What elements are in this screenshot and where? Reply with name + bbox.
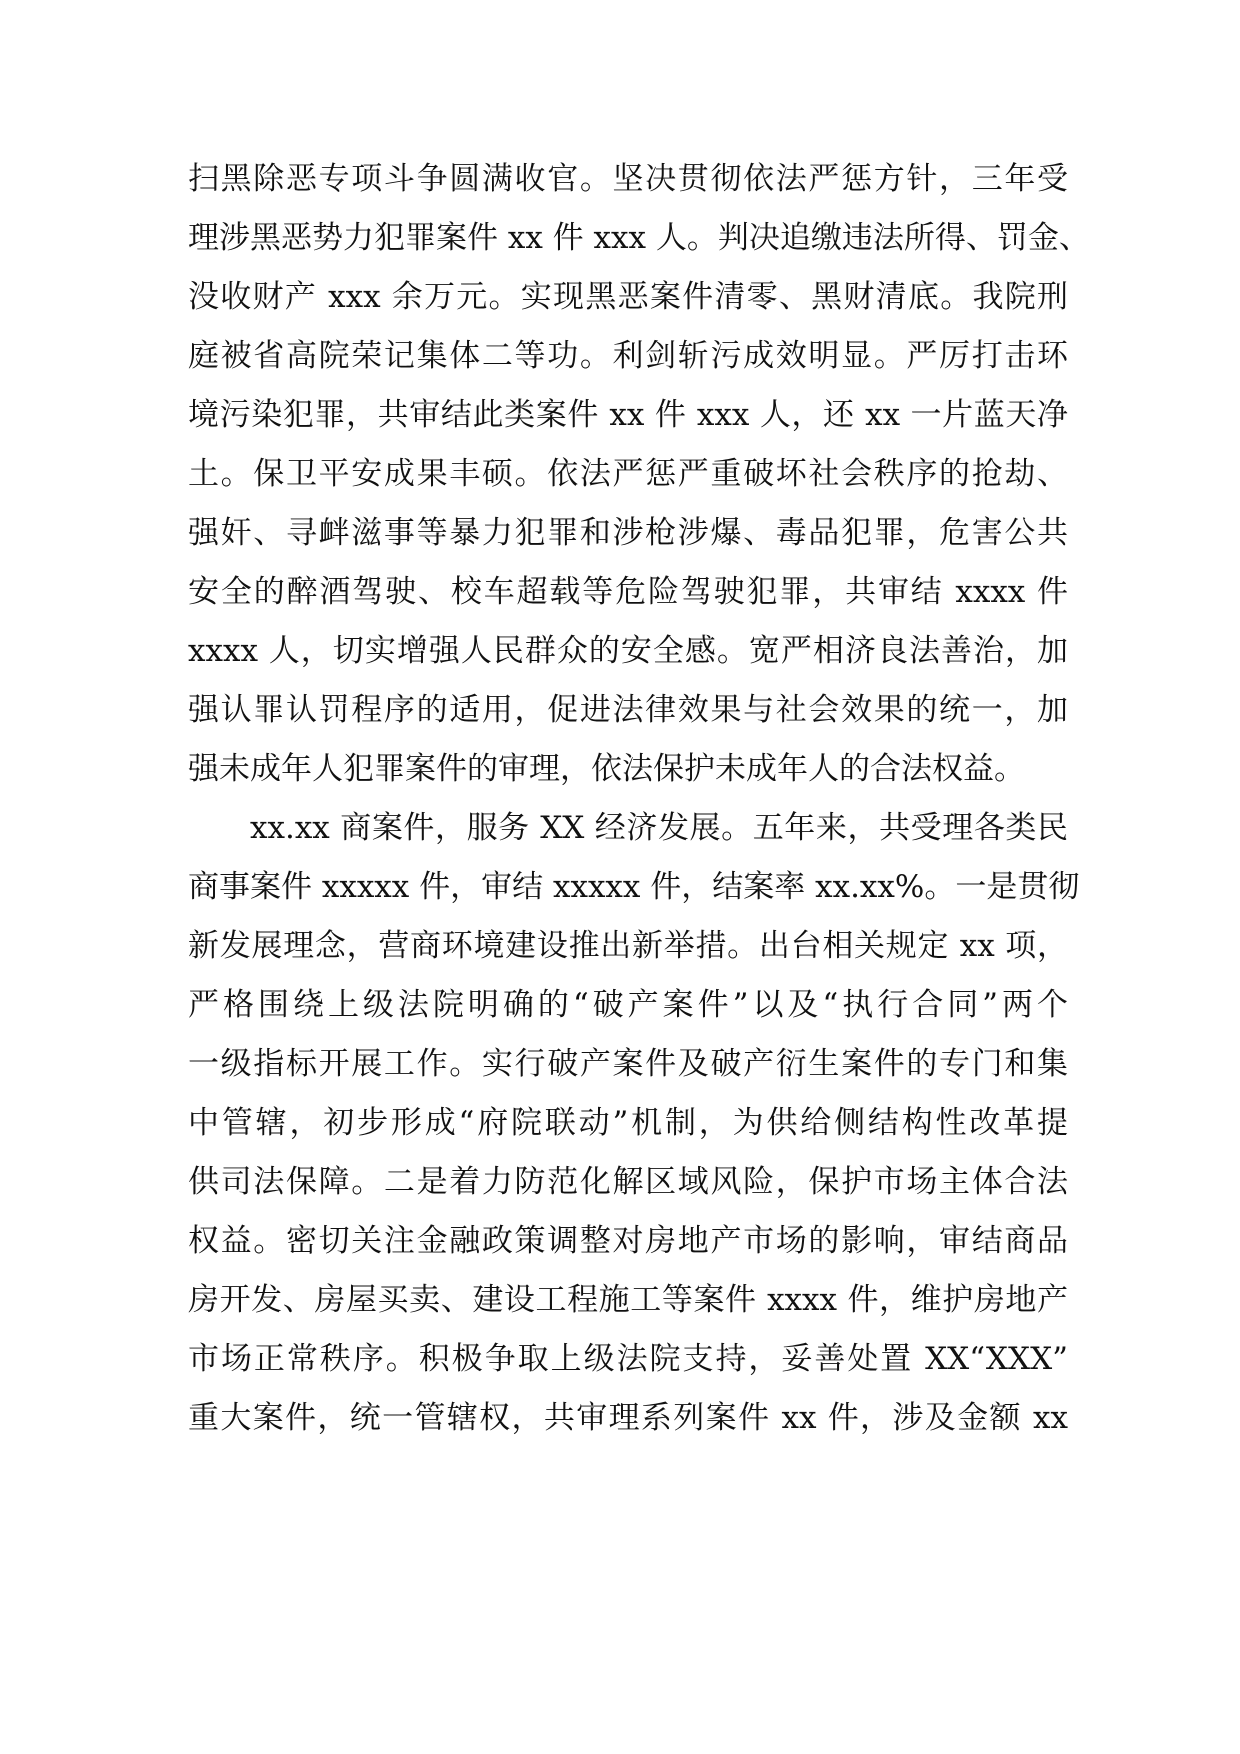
text-line: 强认罪认罚程序的适用，促进法律效果与社会效果的统一，加 xyxy=(188,692,1068,728)
text-line: 强奸、寻衅滋事等暴力犯罪和涉枪涉爆、毒品犯罪，危害公共 xyxy=(188,515,1068,551)
text-line: 理涉黑恶势力犯罪案件 xx 件 xxx 人。判决追缴违法所得、罚金、 xyxy=(188,220,1090,256)
text-line: 强未成年人犯罪案件的审理，依法保护未成年人的合法权益。 xyxy=(188,751,1025,787)
text-line: 境污染犯罪，共审结此类案件 xx 件 xxx 人，还 xx 一片蓝天净 xyxy=(188,397,1068,433)
text-line: 没收财产 xxx 余万元。实现黑恶案件清零、黑财清底。我院刑 xyxy=(188,279,1068,315)
text-line: 中管辖，初步形成“府院联动”机制，为供给侧结构性改革提 xyxy=(188,1105,1068,1141)
text-line: 商事案件 xxxxx 件，审结 xxxxx 件，结案率 xx.xx%。一是贯彻 xyxy=(188,869,1080,905)
text-line: 扫黑除恶专项斗争圆满收官。坚决贯彻依法严惩方针，三年受 xyxy=(188,161,1068,197)
paragraph-first-line: xx.xx 商案件，服务 XX 经济发展。五年来，共受理各类民 xyxy=(250,810,1068,846)
text-line: 新发展理念，营商环境建设推出新举措。出台相关规定 xx 项， xyxy=(188,928,1068,964)
text-line: 土。保卫平安成果丰硕。依法严惩严重破坏社会秩序的抢劫、 xyxy=(188,456,1068,492)
text-line: 严格围绕上级法院明确的“破产案件”以及“执行合同”两个 xyxy=(188,987,1068,1023)
text-line: 一级指标开展工作。实行破产案件及破产衍生案件的专门和集 xyxy=(188,1046,1068,1082)
text-line: 庭被省高院荣记集体二等功。利剑斩污成效明显。严厉打击环 xyxy=(188,338,1068,374)
text-line: 重大案件，统一管辖权，共审理系列案件 xx 件，涉及金额 xx xyxy=(188,1400,1068,1436)
text-line: 供司法保障。二是着力防范化解区域风险，保护市场主体合法 xyxy=(188,1164,1068,1200)
text-line: xxxx 人，切实增强人民群众的安全感。宽严相济良法善治，加 xyxy=(188,633,1068,669)
text-line: 市场正常秩序。积极争取上级法院支持，妥善处置 XX“XXX” xyxy=(188,1341,1068,1377)
text-line: 权益。密切关注金融政策调整对房地产市场的影响，审结商品 xyxy=(188,1223,1068,1259)
text-line: 安全的醉酒驾驶、校车超载等危险驾驶犯罪，共审结 xxxx 件 xyxy=(188,574,1068,610)
text-line: 房开发、房屋买卖、建设工程施工等案件 xxxx 件，维护房地产 xyxy=(188,1282,1068,1318)
